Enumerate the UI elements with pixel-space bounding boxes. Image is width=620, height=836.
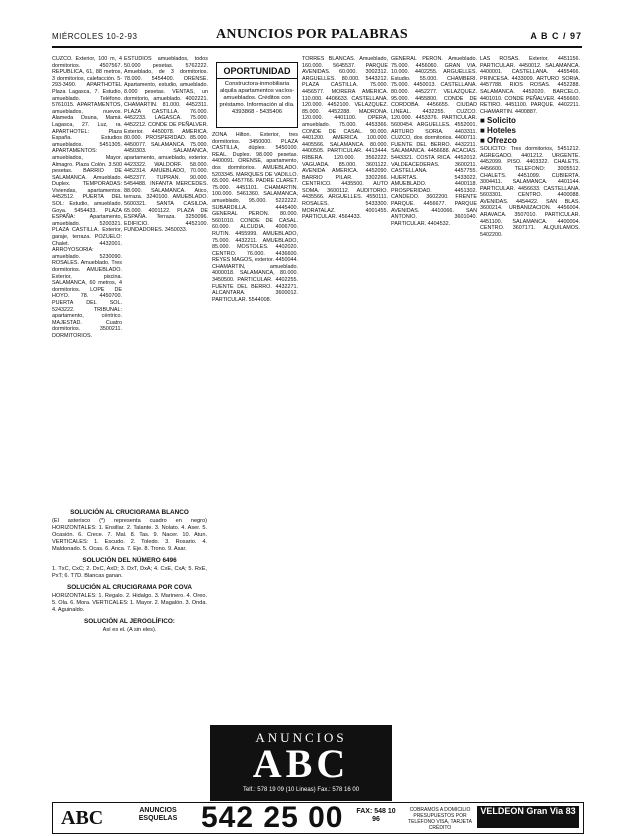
crossword-solutions <box>52 505 207 815</box>
abc-ad-logo: ABC <box>252 741 350 786</box>
classified-column-4 <box>302 56 388 486</box>
oportunidad-title: OPORTUNIDAD <box>217 66 297 79</box>
oportunidad-ad <box>216 62 298 128</box>
column-5-text: GENERAL PERON. Amueblado. 75.000. 4456060. GRAN VIA. 10.000. 4402255. ARGUELLES. Estudio. 55.000. CHAMBERI. 75.000. 4450013. CASTELLANA. 80.000. 4452277. VELAZQUEZ. 95.000. 4455800. CONDE DE CORDOBA. 4456655. CIUDAD LINEAL. 4432255. CUZCO. 120.000. 4453376. PARTICULAR. 5600454. ARGUELLES. 4552001. ARTURO SORIA. 4403311. CUZCO, dos dormitorios. 4400711. FUENTE DEL BERRO. 4432211. SALAMANCA. 4456688. ACACIAS. 5443321. COSTA RICA. 4452012. VALDEACEDERAS. 3600211. CASTELLANA. 4457755. HUERTAS. 5433022. AMUEBLADO. 4400118. PROSPERIDAD. 4451302. CANDEDO. 3602200. FRENTE PARQUE. 4456677. PARQUE AVENIDAS. 4410066. SAN ANTONIO. 3601040. PARTICULAR. 4404532. <box>391 56 477 227</box>
abc-ad-line-1: ANUNCIOS <box>255 730 347 745</box>
gcp-mark: GCP <box>366 790 380 796</box>
header-date: MIÉRCOLES 10-2-93 <box>52 32 138 41</box>
column-6-text: LAS ROSAS. Exterior. 4451156. PARTICULAR. 4450012. SALAMANCA. 4400001. CASTELLANA. 4455466. PRINCESA. 4433009. ARTURO SORIA. 4457788. RIOS ROSAS. 4452288. SALAMANCA. 4452020. BARCELO. 4401010. CONDE PEÑALVER. 4456660. RETIRO. 4451100. PARQUE. 4402211. CHAMARTIN. 4400887. <box>480 56 580 115</box>
column-1-text: CUZCO. Exterior, 100 m, 4 dormitorios. 4507567. REPUBLICA, 61, 88 metros, 3 dormitorios, calefacción. 5-293-3490. APARTHOTEL Plaza Lagasca, 7. Estudio, amueblado. Teléfono. 5761015. APARTAMENTOS, amueblados, nuevos. Alameda Osuna, Mamá. Lagasca, 27. Luz, ra. APARTHOTEL: Plaza España. Estudios amueblados. 5451305. APARTAMENTOS: amueblados, Mayor. Almagro. Plaza Colón. 3.500 pesetas. BARRIO DE SALAMANCA. Amueblado. Duplex. TEMPORADAS: Viviendas, apartamentos. 4452512. PUERTA DEL SOL: Estudio, amueblado. Goya. 5454433. PLAZA ESPAÑA: Apartamento, amueblado. 5200321. PLAZA CASTILLA. Exterior, garaje, terraza. POZUELO: Chalet. 4432001. ARROYOSORIA: amueblado. 5230090. ROSALES. Amueblado. Tres dormitorios. AMUEBLADO. Exterior, piscina. SALAMANCA, 60 metros, 4 dormitorios. LOPE DE HOYO. 78. 4450700. PUERTA DEL SOL. 5243222. TRIBUNAL: apartamento, céntrico. MAJESTAD. Cuatro dormitorios. 3500211. DORMITORIOS. <box>52 56 122 339</box>
bottom-banner-ad <box>52 802 584 834</box>
banner-phone: 542 25 00 <box>201 801 344 834</box>
crossword-text-1: (El asterisco (*) representa cuadro en negro) HORIZONTALES: 1. Ensillar. 2. Talante. 3. Nolato. 4. Aser. 5. Ocasión. 6. Crece. 7. Mal. 8. Tas. 9. Nacer. 10. Atun. VERTICALES: 1. Escudo. 2. Toledo. 3. Rosario. 4. Maldonado. 5. Ocas. 6. Anca. 7. Eje. 8. Trono. 9. Asar. <box>52 518 207 552</box>
page-header <box>52 26 582 48</box>
crossword-heading-1: SOLUCIÓN AL CRUCIGRAMA BLANCO <box>70 509 189 516</box>
column-6-tail-text: SOLICITO: Tres dormitorios, 5451212. AGREGADO. 4401212. URGENTE. 4452099. PISO. 4403322. CHALETS. 4456600. TELEFONO: 3005512. CHALETS. 4451099. CUBIERTA. 3004411. SALAMANCA. 4401144. PARTICULAR. 4456633. CASTELLANA. 5603301. CENTRO. 4400088. AVENIDAS. 4454422. SAN BLAS. 3600214. URBANIZACION. 4456004. ARAVACA. 3507010. PARTICULAR. 4451100. SALAMANCA. 4400004. CENTRO. 3607171. ALQUILAMOS. 5402200. <box>480 146 580 238</box>
column-3-text: ZONA Hilton. Exterior, tres dormitorios. 3450000. PLAZA CASTILLA, dúplex. 5450100. REAL. Duplex. 98.000 pesetas. 4400091. ORENSE, apartamento, dos dormitorios. AMUEBLADO. 5203345. MARQUES DE VADILLO. 65.000. 4457766. PADRE CLARET. 75.000. 4451101. CHAMARTIN. 100.000. 5461360. SALAMANCA, amueblado, 95.000. 5222222. SUBARDILLA. 4445400. GENERAL PERON. 80.000. 5601010. CONDE DE CASAL. 60.000. ALCUDIA. 4006700. RUTIN. 4455999. AMUEBLADO, 75.000. 4432211. AMUEBLADO, 85.000. MOSTOLES. 4402020. CENTRO. 76.000. 4436600. REYES MAGOS, exterior. 4450044. CHAMARTIN, amueblado. 4000018. SALAMANCA, 80.000. 3450500. PARTICULAR. 4402255. FUENTE DEL BERRO. 4432271. ALCANTARA. 3600012. PARTICULAR. 5544008. <box>212 132 298 303</box>
classified-column-3 <box>212 132 298 552</box>
oportunidad-text: Constructora-inmobiliaria alquila apartamentos vacíos-amueblados. Créditos con préstamo. Información al día. 4393868 - 5435406 <box>219 81 295 115</box>
crossword-text-4: Así es el. (A sin eles). <box>102 627 157 633</box>
banner-fax: FAX: 548 10 96 <box>356 808 396 823</box>
classified-column-2 <box>124 56 208 458</box>
classified-column-6 <box>480 56 580 742</box>
crossword-text-3: HORIZONTALES: 1. Regalo. 2. Hidalgo. 3. Marinero. 4. Oreo. 5. Ola. 6. Mora. VERTICALES: 1. Mayor. 2. Magalón. 3. Onda. 4. Aguinaldo. <box>52 593 207 613</box>
crossword-heading-4: SOLUCIÓN AL JEROGLÍFICO: <box>84 618 175 625</box>
banner-veldeon: VELDEON Gran Via 83 <box>477 806 579 828</box>
crossword-text-2: 1. TxC, CxC; 2. DxC, AxD; 3. DxT, DxA; 4. CxE, CxA; 5. RxE, PxT; 6. T7D. Blancas ganan. <box>52 566 207 579</box>
banner-info: COBRAMOS A DOMICILIO PRESUPUESTOS POR TELÉFONO VISA, TARJETA CRÉDITO <box>408 807 472 831</box>
classified-column-5 <box>391 56 477 722</box>
abc-ad-phone: Telf.: 578 19 09 (10 Lineas) Fax.: 578 16 00 <box>242 787 360 793</box>
column-2-text: ESTUDIOS amueblados, todos 50.000 pesetas. 5762222. Amueblado, de 3 dormitorios. 78.000. 5454400. ORENSE. Apartamento, estudio, amueblado. 8.000 pesetas. VENTAS, un dormitorio, amueblado. 4002221. CHAMARTIN. 81.000. 4452311. PLAZA CASTILLA. 76.000. 4452233. LAGASCA. 75.000. 4452212. CONDE DE PEÑALVER. Exterior. 4450078. AMERICA. 80.000. PROSPERIDAD. 85.000. 4450077. SALAMANCA. 75.000. 4450303. SALAMANCA, apartamento, amueblado, exterior. 4423322. WALDORF. 58.000. 4452314. AMUEBLADO, 70.000. 4452377. TUPRAN. 90.000. 5454488. INFANTA MERCEDES. 88.000. SALAMANCA. Atico, terraza. 3240100. AMUEBLADO. 5600321. SANTA CASILDA. 65.000. 4001122. PLAZA DE ESPAÑA. Terraza. 3250096. EDIFICIO. 4452100. FUNDADORES. 3450033. <box>124 56 208 234</box>
section-ofrezco: ■ Ofrezco <box>480 135 517 145</box>
header-title: ANUNCIOS POR PALABRAS <box>216 27 408 42</box>
classified-column-1 <box>52 56 122 502</box>
crossword-heading-2: SOLUCIÓN DEL NÚMERO 6496 <box>82 557 177 564</box>
section-hoteles: ■ Hoteles <box>480 125 516 135</box>
section-solicito: ■ Solicito <box>480 116 516 126</box>
banner-abc-logo: ABC <box>61 807 104 829</box>
column-4-text: TORRES BLANCAS. Amueblado, 160.000. 5645537. PARQUE AVENIDAS. 60.000. 3002312. ARGUELLES. 80.000. 5443212. PLAZA CASTILLA. 75.000. 4456577. MORERA AMERICA. 110.000. 4406633. CASTELLANA. 120.000. 4452100. VELAZQUEZ. 85.000. 4452288. MADRONA. 120.000. 4401100. OPERA, amueblado. 75.000. 4453366. CONDE DE CASAL. 90.000. 4401200. AMERICA. 100.000. 4405566. SALAMANCA. 80.000. 4400505. PARTICULAR. 4413444. RIBERA. 120.000. 3562222. VAGUADA. 85.000. 3601122. AVENIDA AMERICA. 4452090. BARRIO PILAR. 3302266. CENTRICO. 4435500. AUTO SOMA. 3600112. AUDITORIO. 4435566. ARGUELLES. 4550111. ROSALES. 5433300. MORATALAZ. 4001455. PARTICULAR. 4564433. <box>302 56 388 221</box>
header-page-number: A B C / 97 <box>530 31 582 41</box>
banner-esquelas: ANUNCIOS ESQUELAS <box>138 807 178 822</box>
abc-anuncios-ad <box>210 725 392 801</box>
crossword-heading-3: SOLUCIÓN AL CRUCIGRAMA POR COVA <box>67 584 192 591</box>
